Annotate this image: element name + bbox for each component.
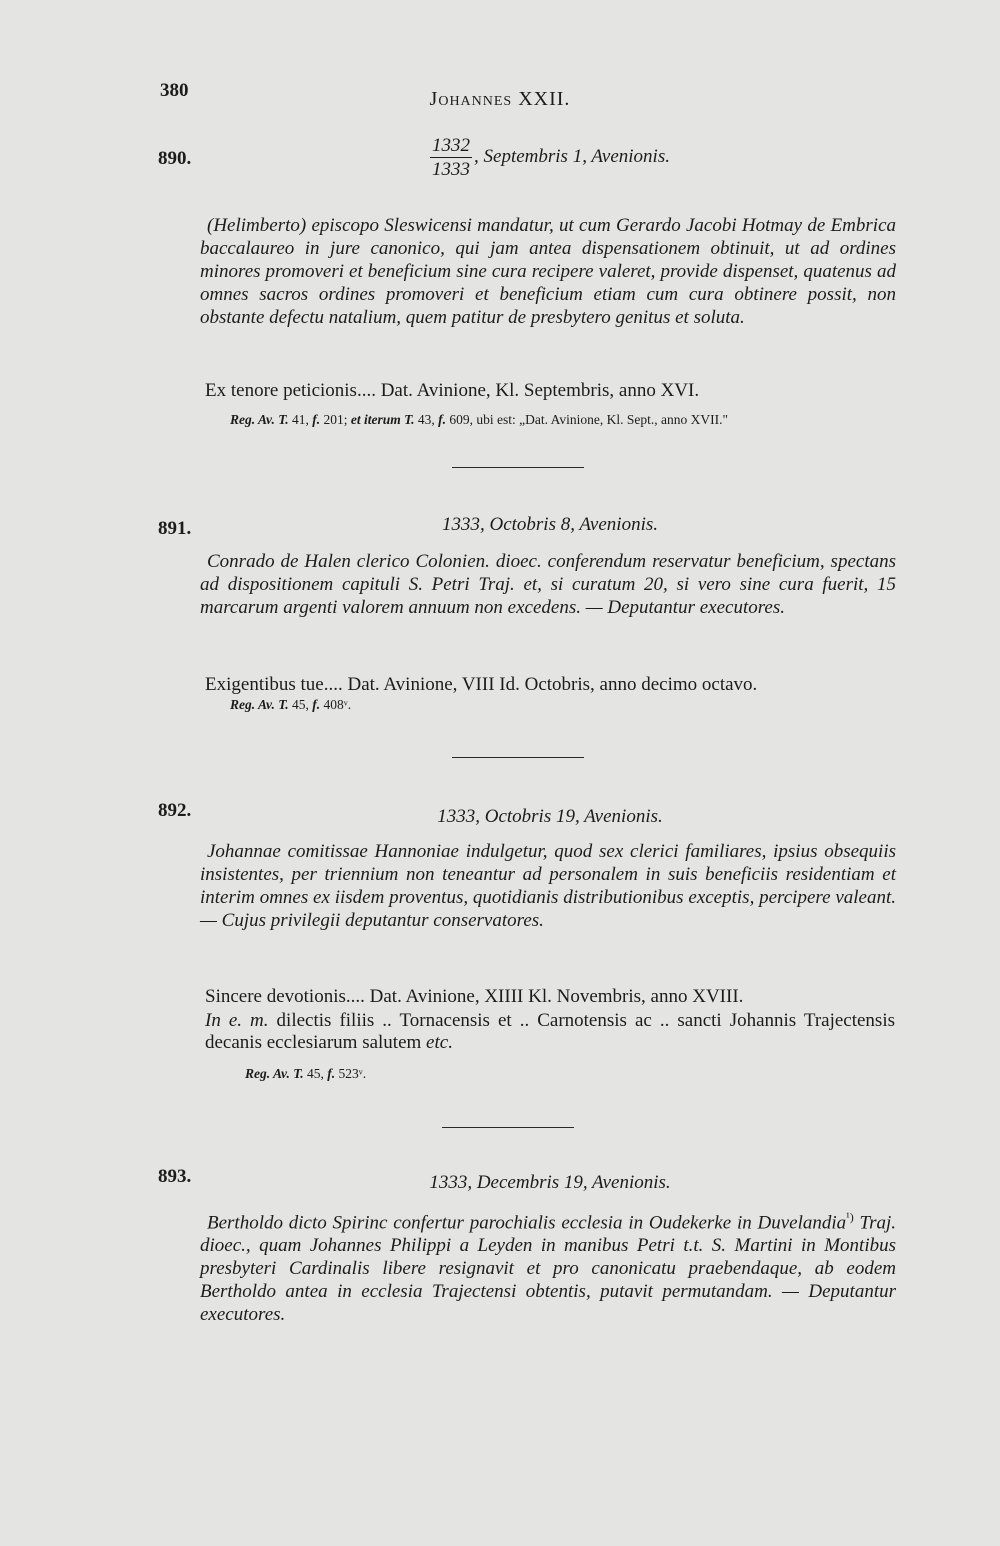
section-divider [452,757,584,758]
entry-892-clause-2: In e. m. dilectis filiis .. Tornacensis et .. Carnotensis ac .. sancti Johannis Trajectensis decanis ecclesiarum salutem etc. [205,1010,896,1053]
entry-892-reference: Reg. Av. T. 45, f. 523ᵛ. [245,1066,367,1081]
entry-892-date: 1333, Octobris 19, Avenionis. [437,806,663,827]
ref-label: Reg. Av. T. [230,412,289,427]
date-fraction-top: 1332 [432,135,471,156]
date-rest: , Septembris 1, Avenionis. [474,145,670,167]
date-fraction-bottom: 1333 [432,159,471,180]
entry-893-date: 1333, Decembris 19, Avenionis. [429,1172,671,1193]
entry-892-number: 892. [158,800,192,821]
section-divider [452,467,584,468]
entry-892-clause-1: Sincere devotionis.... Dat. Avinione, XIIII Kl. Novembris, anno XVIII. [205,986,744,1007]
entry-890-summary: (Helimberto) episcopo Sleswicensi mandatur, ut cum Gerardo Jacobi Hotmay de Embrica baccalaureo in jure canonico, qui jam antea dispensationem obtinuit, ut ad ordines minores promoveri et beneficium sine cura recipere valeret, provide dispenset, quatenus ad omnes sacros ordines promoveri et beneficium etiam cum cura obtinere possit, non obstante defectu natalium, quem patitur de presbytero genitus et soluta. [200,215,896,328]
footnote-mark: ¹) [846,1210,854,1224]
entry-891-date: 1333, Octobris 8, Avenionis. [441,514,659,535]
entry-890-date [210,136,890,179]
entry-891-reference: Reg. Av. T. 45, f. 408ᵛ. [230,697,352,712]
entry-890-reference: Reg. Av. T. 41, f. 201; et iterum T. 43, f. 609, ubi est: „Dat. Avinione, Kl. Sept., anno XVII." [230,412,729,427]
entry-891-summary: Conrado de Halen clerico Colonien. dioec. conferendum reservatur beneficium, spectans ad dispositionem capituli S. Petri Traj. et, si curatum 20, si vero sine cura fuerit, 15 marcarum argenti valorem annuum non excedens. — Deputantur executores. [200,551,896,618]
entry-893-summary: Bertholdo dicto Spirinc confertur parochialis ecclesia in Oudekerke in Duvelandia$^{^1)}$ Traj. dioec., quam Johannes Philippi a Leyden in manibus Petri t.t. S. Martini in Montibus presbyteri Cardinalis libere resignavit et pro canonicatu praebendaque, ab eodem Bertholdo antea in ecclesia Trajectensi obtentis, putavit permutandam. — Deputantur executores. [200,1210,896,1326]
page-number: 380 [160,80,189,101]
running-head: Johannes XXII. [429,88,571,110]
date-fraction [430,136,472,179]
entry-892-summary: Johannae comitissae Hannoniae indulgetur, quod sex clerici familiares, ipsius obsequiis insistentes, per triennium non teneantur ad personalem in suis beneficiis residentiam et interim omnes ex iisdem proventus, quotidianis distributionibus exceptis, percipere valeant. — Cujus privilegii deputantur conservatores. [200,841,896,931]
entry-893-number: 893. [158,1166,192,1187]
entry-891-clause: Exigentibus tue.... Dat. Avinione, VIII Id. Octobris, anno decimo octavo. [205,674,758,695]
entry-891-number: 891. [158,518,192,539]
entry-890-number: 890. [158,148,192,169]
section-divider [442,1127,574,1128]
entry-890-clause: Ex tenore peticionis.... Dat. Avinione, Kl. Septembris, anno XVI. [205,380,700,401]
